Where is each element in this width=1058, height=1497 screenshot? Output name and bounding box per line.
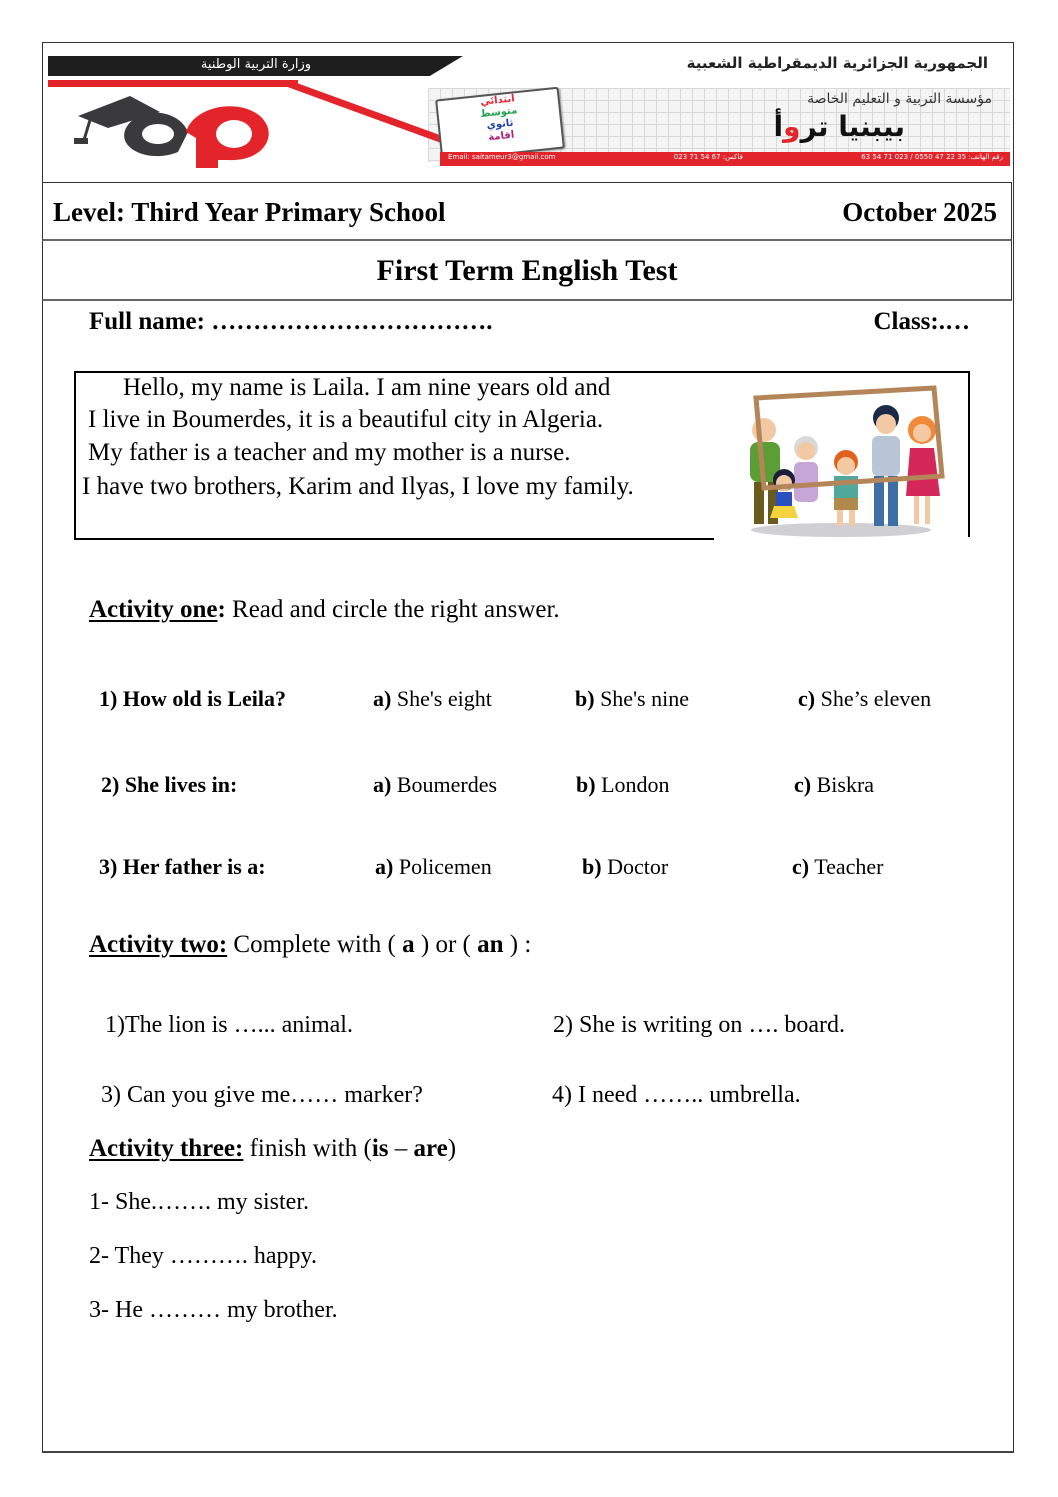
brand-name xyxy=(774,110,905,143)
option-is-word: is xyxy=(371,1135,389,1162)
level-row xyxy=(42,182,1012,241)
option-b[interactable] xyxy=(575,686,689,712)
contact-phone: رقم الهاتف: 35 22 47 0550 / 023 71 54 63 xyxy=(861,153,1003,161)
option-c[interactable] xyxy=(792,854,883,880)
option-c[interactable] xyxy=(794,772,874,798)
option-b[interactable] xyxy=(576,772,670,798)
option-key: c) xyxy=(794,772,812,797)
activity-two-heading xyxy=(89,931,531,959)
activity-three-heading xyxy=(89,1135,456,1163)
option-c[interactable] xyxy=(798,686,931,712)
option-a[interactable] xyxy=(373,772,497,798)
passage-line: My father is a teacher and my mother is a nurse. xyxy=(88,439,571,466)
option-are-word: are xyxy=(413,1135,448,1162)
institution-name: مؤسسة التربية و التعليم الخاصة xyxy=(807,91,992,107)
instruction-text: ) or ( xyxy=(414,931,478,958)
option-key: c) xyxy=(792,854,810,879)
fill-in-item[interactable]: 2- They ………. happy. xyxy=(89,1243,317,1269)
activity-one-label: Activity one xyxy=(89,596,218,623)
option-text: She’s eleven xyxy=(815,686,932,711)
passage-line: I have two brothers, Karim and Ilyas, I love my family. xyxy=(82,473,634,500)
activity-one-heading xyxy=(89,596,560,624)
option-text: Policemen xyxy=(393,854,492,879)
question-label: 3) Her father is a: xyxy=(99,854,266,879)
option-an-word: an xyxy=(477,931,504,958)
ministry-name: وزارة التربية الوطنية xyxy=(200,57,312,72)
option-text: Doctor xyxy=(601,854,669,879)
brand-prefix: أ xyxy=(773,110,784,143)
level-secondary: ثانوي xyxy=(486,117,514,132)
page-title: First Term English Test xyxy=(376,254,678,287)
option-b[interactable] xyxy=(582,854,668,880)
brand-rest: بيبنيا تر xyxy=(800,110,905,143)
option-key: a) xyxy=(373,686,392,711)
question-text xyxy=(101,772,237,798)
level-label: Level: Third Year Primary School xyxy=(53,197,446,227)
class-field[interactable]: Class:.… xyxy=(873,308,970,335)
family-illustration xyxy=(716,378,966,540)
levels-board xyxy=(435,87,565,162)
option-key: a) xyxy=(375,854,394,879)
fill-in-item[interactable]: 3- He ……… my brother. xyxy=(89,1297,338,1323)
school-logo-icon xyxy=(68,88,298,168)
gap-fill-item[interactable]: 1)The lion is …... animal. xyxy=(105,1012,353,1038)
question-text xyxy=(99,686,286,712)
instruction-text: finish with ( xyxy=(243,1135,372,1162)
option-a[interactable] xyxy=(375,854,492,880)
option-text: London xyxy=(595,772,670,797)
passage-box-border xyxy=(968,371,970,540)
fill-in-item[interactable]: 1- She.……. my sister. xyxy=(89,1189,309,1215)
dash: – xyxy=(388,1135,414,1162)
option-a[interactable] xyxy=(373,686,492,712)
activity-three-label: Activity three: xyxy=(89,1135,244,1162)
level-primary: ابتدائي xyxy=(479,93,516,108)
contact-email: Email: saitameur3@gmail.com xyxy=(448,153,556,161)
activity-one-colon: : xyxy=(217,596,226,623)
question-label: 2) She lives in: xyxy=(101,772,238,797)
instruction-text: ) : xyxy=(503,931,532,958)
question-label: 1) How old is Leila? xyxy=(99,686,287,711)
option-text: Teacher xyxy=(809,854,884,879)
full-name-field[interactable]: Full name: ……………………………. xyxy=(89,308,493,335)
option-key: b) xyxy=(582,854,602,879)
level-residence: اقامة xyxy=(487,129,515,144)
option-a-word: a xyxy=(402,931,415,958)
level-middle: متوسط xyxy=(479,105,518,120)
gap-fill-item[interactable]: 4) I need …….. umbrella. xyxy=(552,1082,801,1108)
option-key: a) xyxy=(373,772,392,797)
option-text: She's nine xyxy=(594,686,689,711)
contact-info xyxy=(448,153,1003,161)
option-text: Boumerdes xyxy=(391,772,498,797)
red-stripe xyxy=(48,80,298,87)
option-key: b) xyxy=(575,686,595,711)
passage-line: Hello, my name is Laila. I am nine years old and xyxy=(123,374,611,401)
activity-one-instruction: Read and circle the right answer. xyxy=(225,596,560,623)
option-key: b) xyxy=(576,772,596,797)
republic-name: الجمهورية الجزائرية الديمقراطية الشعبية xyxy=(686,54,988,72)
test-date: October 2025 xyxy=(842,197,997,227)
gap-fill-item[interactable]: 2) She is writing on …. board. xyxy=(553,1012,845,1038)
activity-two-label: Activity two: xyxy=(89,931,228,958)
title-row xyxy=(42,241,1012,301)
passage-line: I live in Boumerdes, it is a beautiful city in Algeria. xyxy=(88,406,604,433)
option-text: Biskra xyxy=(811,772,875,797)
option-text: She's eight xyxy=(391,686,492,711)
instruction-text: ) xyxy=(447,1135,457,1162)
brand-red-letter: و xyxy=(783,110,801,143)
option-key: c) xyxy=(798,686,816,711)
gap-fill-item[interactable]: 3) Can you give me…… marker? xyxy=(101,1082,423,1108)
question-text xyxy=(99,854,266,880)
header-banner xyxy=(48,48,1010,173)
contact-fax: 023 71 54 67 :فاكس xyxy=(673,153,743,161)
instruction-text: Complete with ( xyxy=(227,931,403,958)
